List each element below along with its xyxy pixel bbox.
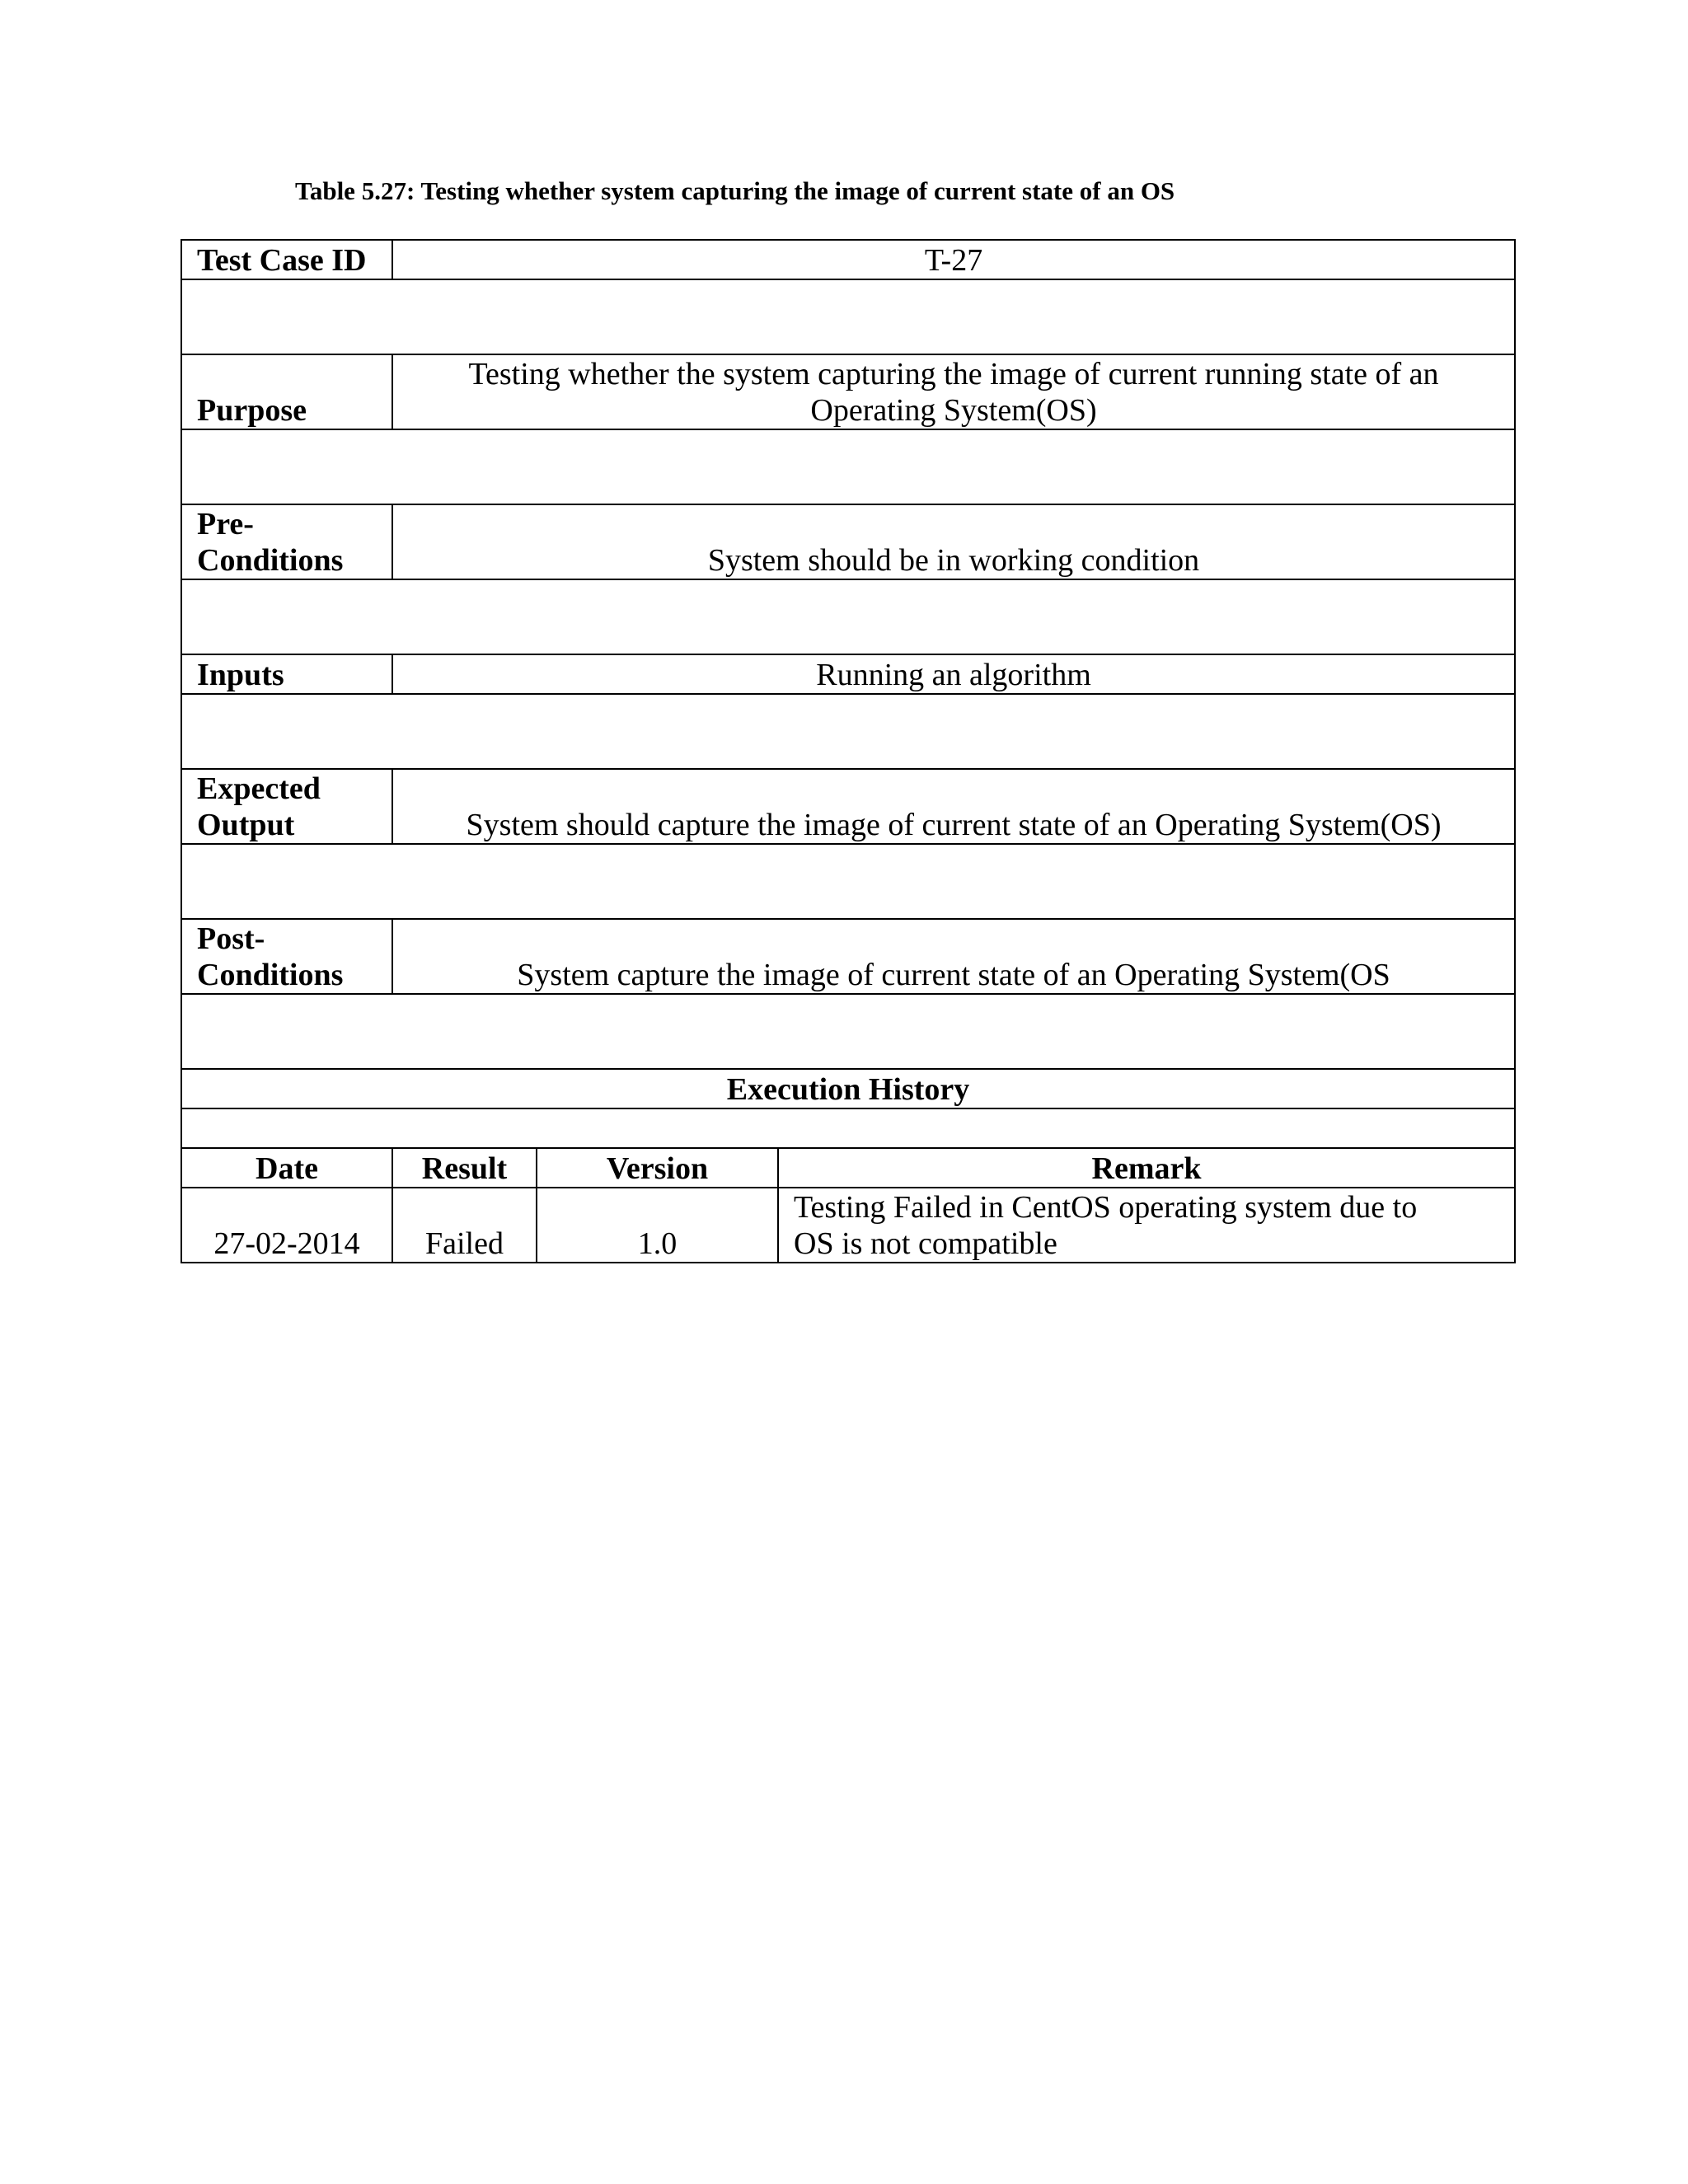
purpose-value-line2: Operating System(OS): [810, 393, 1097, 428]
preconditions-label-line1: Pre-: [197, 507, 254, 541]
history-columns-row: [181, 1148, 1515, 1188]
spacer-row: [181, 1108, 1515, 1148]
table-caption: Table 5.27: Testing whether system capturing the image of current state of an OS: [295, 176, 1175, 205]
test-case-table: [181, 239, 1516, 1263]
table-row: [181, 1188, 1515, 1263]
history-date: 27-02-2014: [181, 1188, 392, 1263]
preconditions-value: System should be in working condition: [392, 504, 1515, 579]
postconditions-value: System capture the image of current state of an Operating System(OS: [392, 919, 1515, 994]
column-header-version: Version: [537, 1148, 778, 1188]
purpose-label: Purpose: [181, 354, 392, 429]
history-remark-line2: OS is not compatible: [794, 1226, 1057, 1261]
spacer-row: [181, 694, 1515, 769]
column-header-result: Result: [392, 1148, 537, 1188]
test-case-id-value: T-27: [392, 240, 1515, 279]
test-case-id-label: Test Case ID: [181, 240, 392, 279]
purpose-value-line1: Testing whether the system capturing the image of current running state of an: [468, 357, 1439, 391]
postconditions-label-line2: Conditions: [197, 958, 344, 992]
expected-output-label-line2: Output: [197, 808, 295, 842]
spacer-row: [181, 429, 1515, 504]
execution-history-title: Execution History: [181, 1069, 1515, 1108]
purpose-value: [392, 354, 1515, 429]
purpose-row: [181, 354, 1515, 429]
preconditions-row: [181, 504, 1515, 579]
spacer-row: [181, 994, 1515, 1069]
expected-output-value: System should capture the image of current state of an Operating System(OS): [392, 769, 1515, 844]
expected-output-row: [181, 769, 1515, 844]
spacer-row: [181, 844, 1515, 919]
preconditions-label-line2: Conditions: [197, 543, 344, 578]
spacer-row: [181, 279, 1515, 354]
column-header-date: Date: [181, 1148, 392, 1188]
expected-output-label: [181, 769, 392, 844]
expected-output-label-line1: Expected: [197, 771, 321, 806]
history-remark-line1: Testing Failed in CentOS operating system due to: [794, 1190, 1418, 1225]
test-case-id-row: [181, 240, 1515, 279]
preconditions-label: [181, 504, 392, 579]
inputs-row: [181, 654, 1515, 694]
postconditions-row: [181, 919, 1515, 994]
execution-history-header-row: [181, 1069, 1515, 1108]
inputs-label: Inputs: [181, 654, 392, 694]
postconditions-label-line1: Post-: [197, 921, 265, 956]
column-header-remark: Remark: [778, 1148, 1515, 1188]
history-version: 1.0: [537, 1188, 778, 1263]
spacer-row: [181, 579, 1515, 654]
postconditions-label: [181, 919, 392, 994]
history-remark: [778, 1188, 1515, 1263]
history-result: Failed: [392, 1188, 537, 1263]
inputs-value: Running an algorithm: [392, 654, 1515, 694]
